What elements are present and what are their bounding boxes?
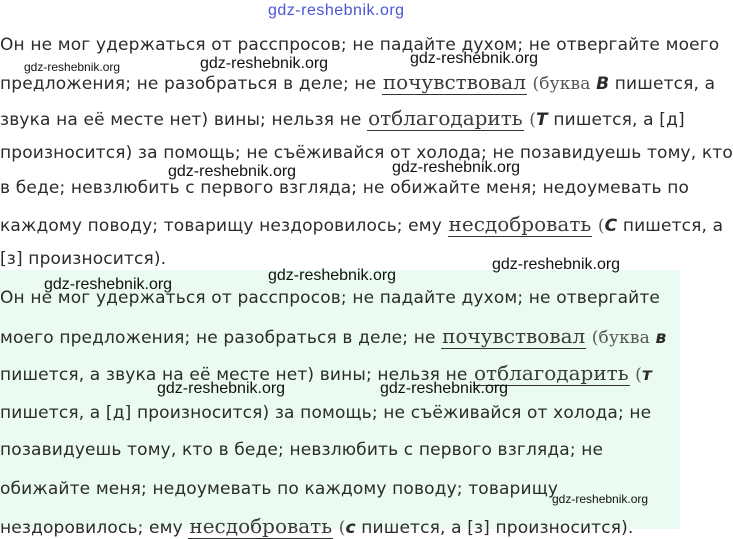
watermark: gdz-reshebnik.org <box>168 163 297 180</box>
handwritten-word: несдобровать <box>189 514 333 538</box>
handwritten-word: отблагодарить <box>474 361 629 385</box>
watermark: gdz-reshebnik.org <box>200 55 329 72</box>
text-line: моего предложения; не разобраться в деле; не почувствовал (буква в <box>0 324 667 348</box>
watermark: gdz-reshebnik.org <box>410 50 539 67</box>
watermark: gdz-reshebnik.org <box>268 267 397 284</box>
text-line: каждому поводу; товарищу нездоровилось; ему несдобровать (С пишется, а <box>0 212 724 236</box>
text-line: в беде; невзлюбить с первого взгляда; не обижайте меня; недоумевать по <box>0 178 690 198</box>
text-line: Он не мог удержаться от расспросов; не падайте духом; не отвергайте <box>0 288 661 308</box>
watermark: gdz-reshebnik.org <box>44 276 173 293</box>
text-line: позавидуешь тому, кто в беде; невзлюбить с первого взгляда; не <box>0 440 604 460</box>
handwritten-word: почувствовал <box>382 70 526 94</box>
answer-block-2 <box>0 270 680 538</box>
handwritten-word: несдобровать <box>448 212 592 236</box>
watermark: gdz-reshebnik.org <box>380 380 509 397</box>
watermark: gdz-reshebnik.org <box>492 256 621 273</box>
handwritten-word: почувствовал <box>442 324 586 348</box>
watermark: gdz-reshebnik.org <box>552 492 649 506</box>
text-line: Он не мог удержаться от расспросов; не падайте духом; не отвергайте моего <box>0 35 720 55</box>
text-line: [з] произносится). <box>0 249 167 269</box>
watermark: gdz-reshebnik.org <box>24 60 121 74</box>
text-line: предложения; не разобраться в деле; не почувствовал (буква В пишется, а <box>0 70 716 94</box>
text-line: пишется, а звука на её месте нет) вины; нельзя не отблагодарить (т <box>0 361 652 385</box>
watermark: gdz-reshebnik.org <box>157 380 286 397</box>
text-line: пишется, а [д] произносится) за помощь; не съёживайся от холода; не <box>0 403 652 423</box>
watermark-top: gdz-reshebnik.org <box>268 2 405 19</box>
text-line: обижайте меня; недоумевать по каждому поводу; товарищу <box>0 479 559 499</box>
watermark: gdz-reshebnik.org <box>392 159 521 176</box>
handwritten-word: отблагодарить <box>368 106 523 130</box>
text-line: нездоровилось; ему несдобровать (с пишется, а [з] произносится). <box>0 514 634 538</box>
text-line: произносится) за помощь; не съёживайся от холода; не позавидуешь тому, кто <box>0 143 733 163</box>
text-line: звука на её месте нет) вины; нельзя не отблагодарить (Т пишется, а [д] <box>0 106 685 130</box>
